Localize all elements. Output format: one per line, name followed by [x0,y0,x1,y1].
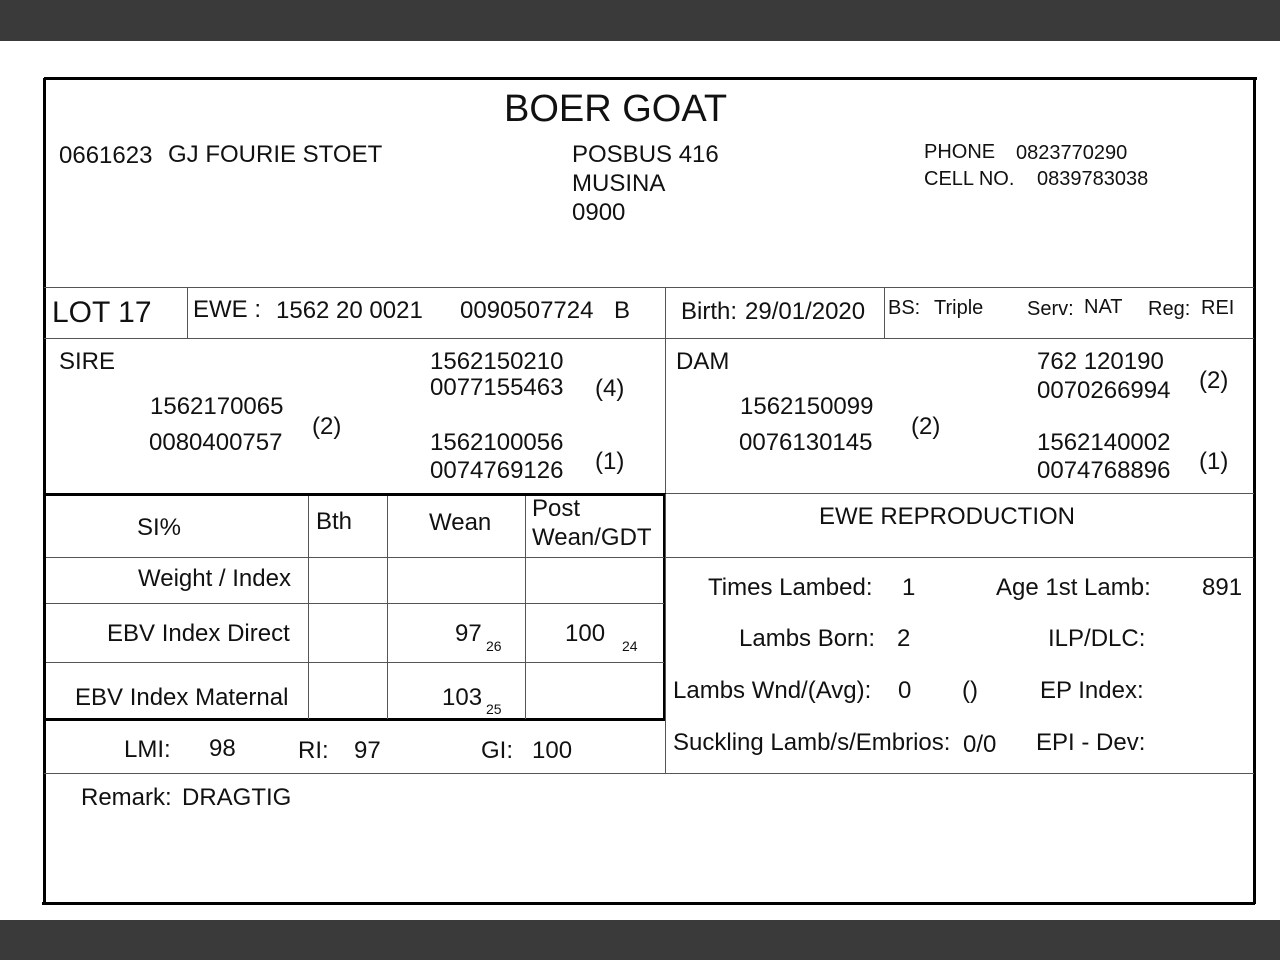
lambs-born-value: 2 [897,625,911,652]
dam-mother-count: (1) [1199,448,1229,475]
serv-label: Serv: [1027,298,1074,320]
dam-label: DAM [676,348,730,375]
address-line-2: MUSINA [572,170,666,197]
direct-post-value: 100 [565,620,606,647]
ewe-id: 1562 20 0021 [276,297,423,324]
bs-value: Triple [934,297,984,319]
bs-label: BS: [888,297,921,319]
suckling-value: 0/0 [963,731,997,758]
cell-number: 0839783038 [1037,168,1149,190]
ewe-grade: B [614,297,631,324]
ri-label: RI: [298,737,329,764]
ewe-label: EWE : [193,296,262,323]
times-lambed-label: Times Lambed: [708,574,873,601]
breeder-name: GJ FOURIE STOET [168,141,383,168]
dam-father-code: 0070266994 [1037,377,1171,404]
cell-label: CELL NO. [924,168,1015,190]
direct-wean-sub: 26 [486,638,502,654]
divider [665,338,666,494]
breeder-id: 0661623 [59,142,153,169]
divider [44,287,1254,288]
lambs-weaned-value: 0 [898,677,912,704]
row-ebv-maternal: EBV Index Maternal [75,684,289,711]
sire-mother-id: 1562100056 [430,429,564,456]
reg-value: REI [1201,297,1235,319]
lambs-born-label: Lambs Born: [739,625,876,652]
lot-number: LOT 17 [52,296,152,329]
lambs-weaned-label: Lambs Wnd/(Avg): [673,677,872,704]
si-label: SI% [137,514,182,541]
divider [665,494,666,774]
gi-label: GI: [481,737,514,764]
dam-count: (2) [911,413,941,440]
ri-value: 97 [354,737,381,764]
phone-label: PHONE [924,141,996,163]
gi-value: 100 [532,737,573,764]
lmi-label: LMI: [124,736,171,763]
reg-label: Reg: [1148,298,1191,320]
address-line-1: POSBUS 416 [572,141,719,168]
direct-post-sub: 24 [622,638,638,654]
sire-father-id: 1562150210 [430,348,564,375]
bottom-bar [0,920,1280,960]
sire-label: SIRE [59,348,116,375]
age-first-lamb-label: Age 1st Lamb: [996,574,1151,601]
row-weight-index: Weight / Index [138,565,291,592]
ep-index-label: EP Index: [1040,677,1144,704]
col-post-wean-line1: Post [532,495,581,522]
ewe-code: 0090507724 [460,297,594,324]
serv-value: NAT [1084,296,1123,318]
divider [665,493,1254,494]
birth-date: 29/01/2020 [745,298,866,325]
dam-father-count: (2) [1199,367,1229,394]
direct-wean-value: 97 [455,620,482,647]
reproduction-title: EWE REPRODUCTION [819,503,1076,530]
divider [44,773,1254,774]
divider [884,287,885,338]
sire-father-code: 0077155463 [430,374,564,401]
lambs-weaned-avg: () [962,677,978,704]
sire-mother-count: (1) [595,448,625,475]
sire-code: 0080400757 [149,429,283,456]
divider [665,557,1254,558]
ilp-dlc-label: ILP/DLC: [1048,625,1146,652]
suckling-label: Suckling Lamb/s/Embrios: [673,729,951,756]
col-bth: Bth [316,508,353,535]
dam-code: 0076130145 [739,429,873,456]
dam-father-id: 762 120190 [1037,348,1164,375]
dam-id: 1562150099 [740,393,874,420]
epi-dev-label: EPI - Dev: [1036,729,1146,756]
address-line-3: 0900 [572,199,626,226]
col-post-wean-line2: Wean/GDT [532,524,652,551]
lmi-value: 98 [209,735,236,762]
dam-mother-id: 1562140002 [1037,429,1171,456]
divider [44,338,1254,339]
col-wean: Wean [429,509,492,536]
maternal-wean-sub: 25 [486,701,502,717]
dam-mother-code: 0074768896 [1037,457,1171,484]
sire-count: (2) [312,413,342,440]
times-lambed-value: 1 [902,574,916,601]
phone-number: 0823770290 [1016,142,1128,164]
age-first-lamb-value: 891 [1202,574,1243,601]
maternal-wean-value: 103 [442,684,483,711]
birth-label: Birth: [681,298,738,325]
sire-father-count: (4) [595,375,625,402]
sire-id: 1562170065 [150,393,284,420]
divider [665,287,666,338]
page-title: BOER GOAT [504,88,728,130]
remark-label: Remark: [81,784,172,811]
sire-mother-code: 0074769126 [430,457,564,484]
top-bar [0,0,1280,41]
divider [187,287,188,338]
remark-value: DRAGTIG [182,784,292,811]
row-ebv-direct: EBV Index Direct [107,620,290,647]
